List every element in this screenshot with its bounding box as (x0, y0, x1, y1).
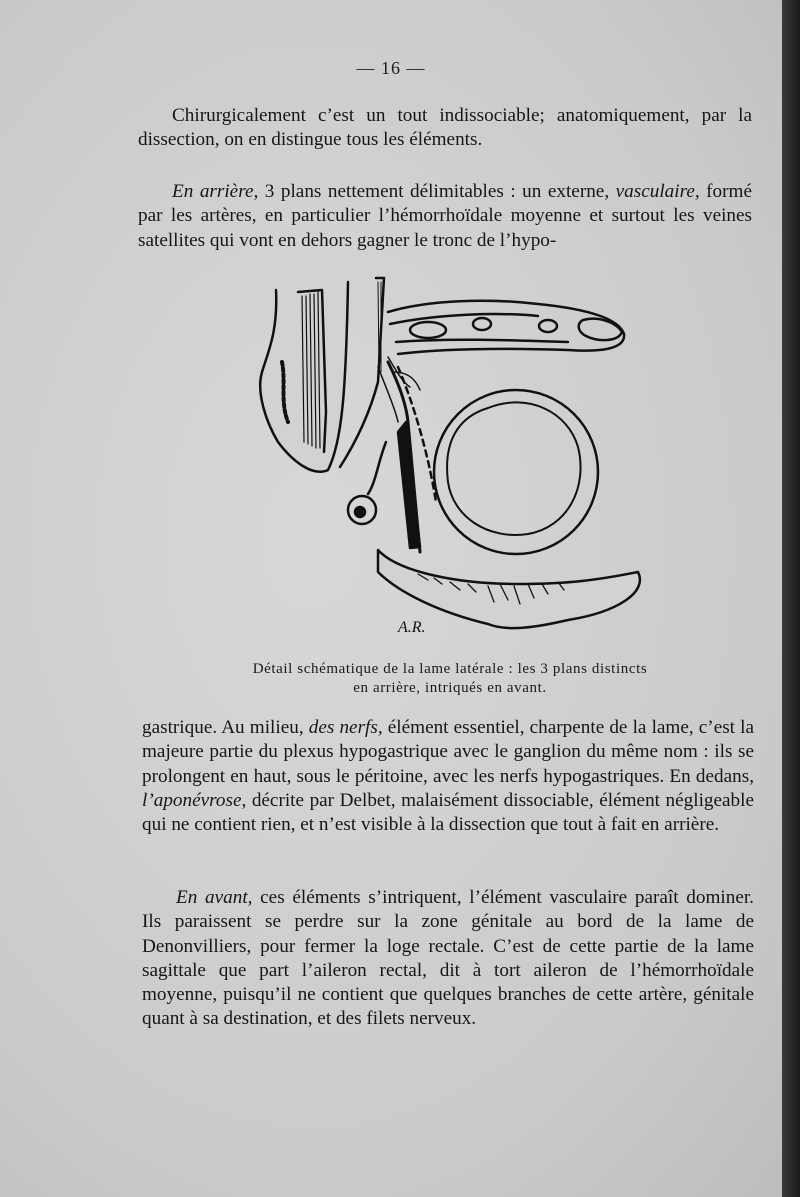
figure-signature: A.R. (398, 619, 426, 636)
italic-phrase: En arrière, (172, 181, 259, 202)
anatomical-figure (238, 272, 658, 642)
paragraph-text: décrite par Delbet, malaisément dissociable, élément négligeable qui ne contient rien, et n’est visible à la dissection que tout à fait en arrière. (142, 789, 754, 836)
figure-drawing (238, 272, 658, 642)
italic-phrase: En avant, (176, 887, 253, 908)
paragraph-text: formé par les artères, en particulier l’hémorrhoïdale moyenne et surtout les veines satellites qui vont en dehors gagner le tronc de l’hypo- (138, 181, 752, 251)
caption-line-1: Détail schématique de la lame latérale : les 3 plans distincts (252, 661, 648, 677)
paragraph-text: élément essentiel, charpente de la lame, c’est la majeure partie du plexus hypogastrique avec le ganglion du même nom : ils se prolongent en haut, sous le péritoine, avec les nerfs hypogastriques. En dedans, (142, 717, 754, 787)
paragraph-text: Chirurgicalement c’est un tout indissociable; anatomiquement, par la dissection, on en distingue tous les éléments. (138, 105, 752, 151)
paragraph-text: 3 plans nettement délimitables : un externe, (258, 181, 616, 202)
paragraph-en-arriere (138, 180, 752, 253)
paragraph-intro (138, 104, 752, 153)
italic-phrase: vasculaire, (615, 181, 700, 202)
italic-phrase: des nerfs, (308, 717, 383, 738)
scan-edge (782, 0, 800, 1197)
paragraph-text: gastrique. Au milieu, (142, 717, 309, 738)
italic-phrase: l’aponévrose, (142, 789, 247, 811)
caption-line-2: en arrière, intriqués en avant. (353, 680, 547, 696)
paragraph-en-avant (142, 886, 754, 1032)
paragraph-gastrique (142, 716, 754, 837)
figure-caption (150, 660, 750, 698)
paragraph-text: ces éléments s’intriquent, l’élément vasculaire paraît dominer. Ils paraissent se perdre sur la zone génitale au bord de la lame de Denonvilliers, pour fermer la loge rectale. C’est de cette partie de la lame sagittale que part l’aileron rectal, dit à tort aileron de l’hémorrhoïdale moyenne, puisqu’il ne contient que quelques branches de cette artère, génitale quant à sa destination, et des filets nerveux. (142, 887, 754, 1030)
page-number: — 16 — (356, 58, 426, 78)
